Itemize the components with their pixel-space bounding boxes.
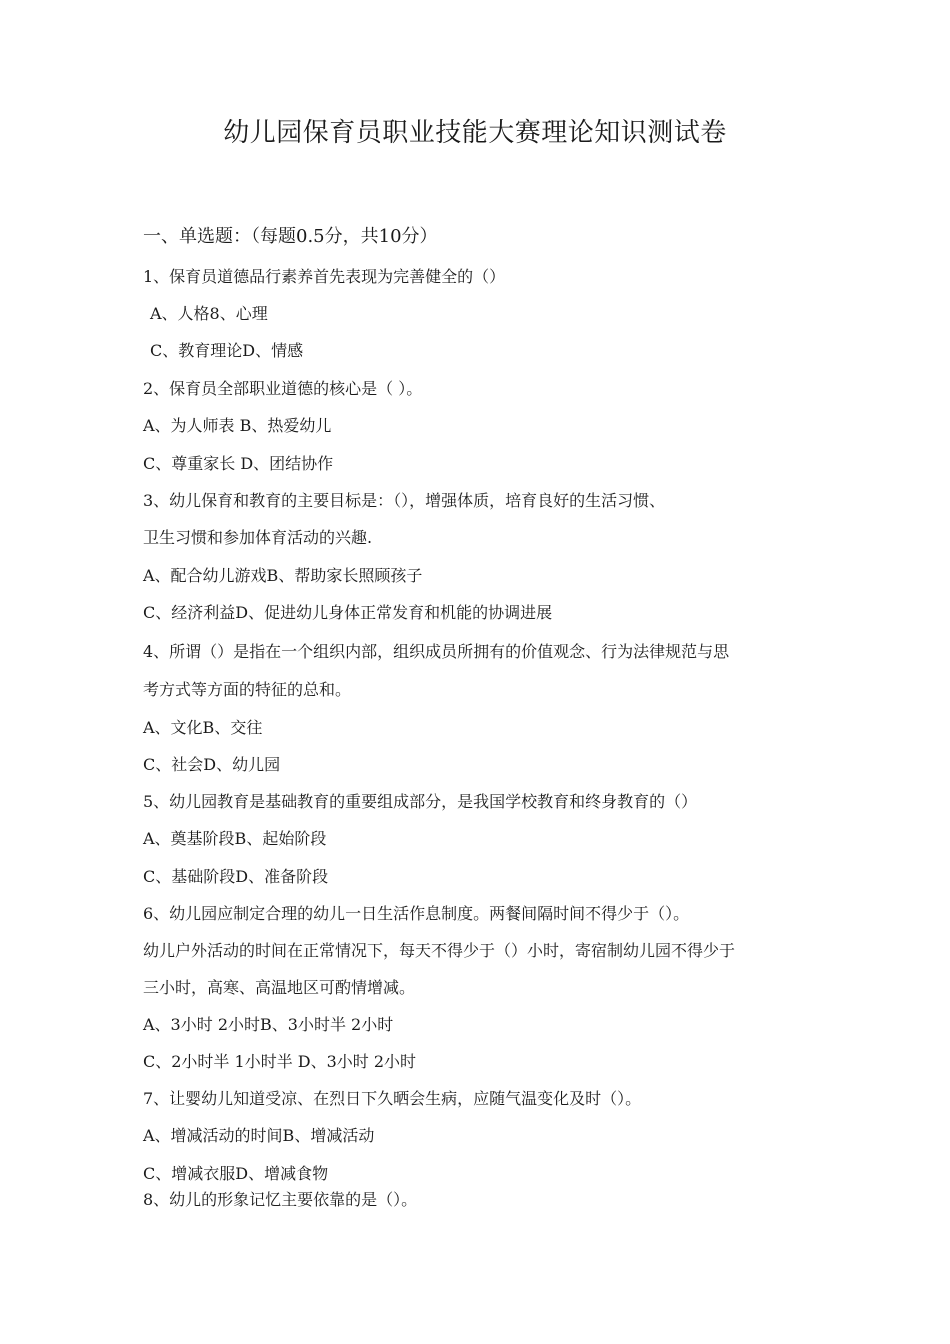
options-5cd: C、基础阶段D、准备阶段 xyxy=(143,867,329,886)
options-6cd: C、2小时半 1小时半 D、3小时 2小时 xyxy=(143,1052,417,1071)
section-heading: 一、单选题：（每题0.5分，共10分） xyxy=(143,226,438,247)
question-1: 1、保育员道德品行素养首先表现为完善健全的（） xyxy=(143,267,506,286)
options-6ab: A、3小时 2小时B、3小时半 2小时 xyxy=(143,1015,394,1034)
options-2ab: A、为人师表 B、热爱幼儿 xyxy=(143,416,332,435)
question-6-cont2: 三小时，高寒、高温地区可酌情增减。 xyxy=(143,978,416,997)
options-1cd: C、教育理论D、情感 xyxy=(150,341,304,360)
question-2: 2、保育员全部职业道德的核心是（ ）。 xyxy=(143,379,423,398)
options-4cd: C、社会D、幼儿园 xyxy=(143,755,281,774)
options-5ab: A、奠基阶段B、起始阶段 xyxy=(143,829,327,848)
question-4-cont: 考方式等方面的特征的总和。 xyxy=(143,680,352,699)
question-4: 4、所谓（）是指在一个组织内部，组织成员所拥有的价值观念、行为法律规范与思 xyxy=(143,642,730,661)
question-8: 8、幼儿的形象记忆主要依靠的是（）。 xyxy=(143,1190,418,1209)
question-7: 7、让婴幼儿知道受凉、在烈日下久晒会生病，应随气温变化及时（）。 xyxy=(143,1089,642,1108)
page-title: 幼儿园保育员职业技能大赛理论知识测试卷 xyxy=(223,118,727,148)
question-5: 5、幼儿园教育是基础教育的重要组成部分，是我国学校教育和终身教育的（） xyxy=(143,792,698,811)
options-1ab: A、人格8、心理 xyxy=(150,304,268,323)
options-7ab: A、增减活动的时间B、增减活动 xyxy=(143,1126,375,1145)
options-7cd: C、增减衣服D、增减食物 xyxy=(143,1164,329,1183)
options-4ab: A、文化B、交往 xyxy=(143,718,263,737)
question-6: 6、幼儿园应制定合理的幼儿一日生活作息制度。两餐间隔时间不得少于（）。 xyxy=(143,904,690,923)
options-2cd: C、尊重家长 D、团结协作 xyxy=(143,454,334,473)
question-3: 3、幼儿保育和教育的主要目标是：（），增强体质，培育良好的生活习惯、 xyxy=(143,491,666,510)
options-3cd: C、经济利益D、促进幼儿身体正常发育和机能的协调进展 xyxy=(143,603,553,622)
question-6-cont: 幼儿户外活动的时间在正常情况下，每天不得少于（）小时，寄宿制幼儿园不得少于 xyxy=(143,941,736,960)
question-3-cont: 卫生习惯和参加体育活动的兴趣. xyxy=(143,528,373,547)
options-3ab: A、配合幼儿游戏B、帮助家长照顾孩子 xyxy=(143,566,423,585)
